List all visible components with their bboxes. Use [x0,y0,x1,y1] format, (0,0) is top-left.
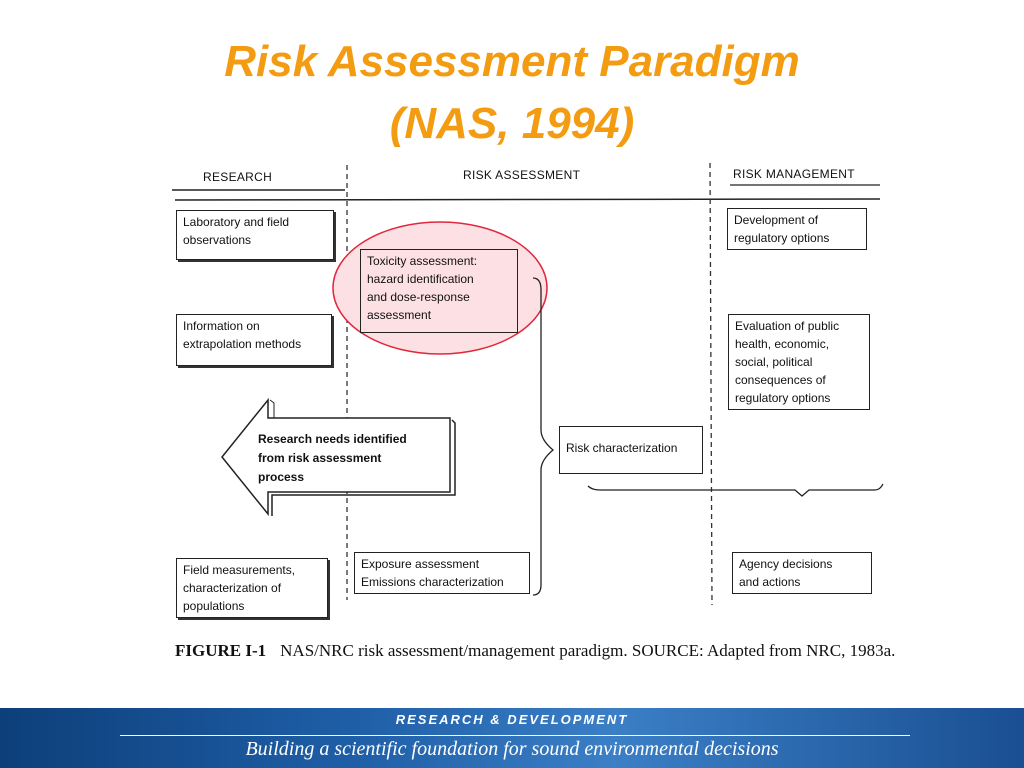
box-evaluation [728,314,870,410]
box-lab-observations-text: Laboratory and field observations [183,215,290,247]
box-field-measurements [176,558,328,618]
box-lab-observations [176,210,334,260]
research-needs-text: Research needs identified from risk assessment process [258,432,407,484]
slide-title-line1: Risk Assessment Paradigm [224,37,800,86]
header-bottom-rule [175,199,880,200]
footer-tagline: Building a scientific foundation for sound environmental decisions [245,738,779,760]
footer-divider [120,735,910,736]
box-toxicity-assessment-text: Toxicity assessment: hazard identification and dose-response assessment [367,254,478,322]
arrow-shadow-top [270,400,274,418]
box-agency-decisions-text: Agency decisions and actions [739,557,833,589]
divider-right [710,163,712,605]
box-risk-characterization-text: Risk characterization [566,441,678,455]
column-head-risk-management: RISK MANAGEMENT [733,167,855,181]
assessment-brace [533,278,553,595]
box-extrapolation-text: Information on extrapolation methods [183,319,302,351]
figure-caption [175,638,905,663]
box-evaluation-text: Evaluation of public health, economic, social, political consequences of regulatory options [735,319,840,405]
footer-banner [0,708,1024,768]
management-bracket [588,484,883,496]
column-head-research: RESEARCH [203,170,273,184]
box-extrapolation [176,314,332,366]
box-exposure-assessment [354,552,530,594]
box-exposure-assessment-text: Exposure assessment Emissions characterization [361,557,504,589]
box-field-measurements-text: Field measurements, characterization of populations [183,563,296,613]
figure-caption-text: NAS/NRC risk assessment/management paradigm. SOURCE: Adapted from NRC, 1983a. [280,641,896,660]
column-head-risk-assessment: RISK ASSESSMENT [463,168,581,182]
slide-title-line2: (NAS, 1994) [389,99,635,148]
box-toxicity-assessment [360,249,518,333]
box-risk-characterization [559,426,703,474]
figure-caption-label: FIGURE I-1 [175,641,267,660]
box-development-options [727,208,867,250]
box-agency-decisions [732,552,872,594]
box-development-options-text: Development of regulatory options [734,213,830,245]
footer-heading: RESEARCH & DEVELOPMENT [395,712,629,727]
